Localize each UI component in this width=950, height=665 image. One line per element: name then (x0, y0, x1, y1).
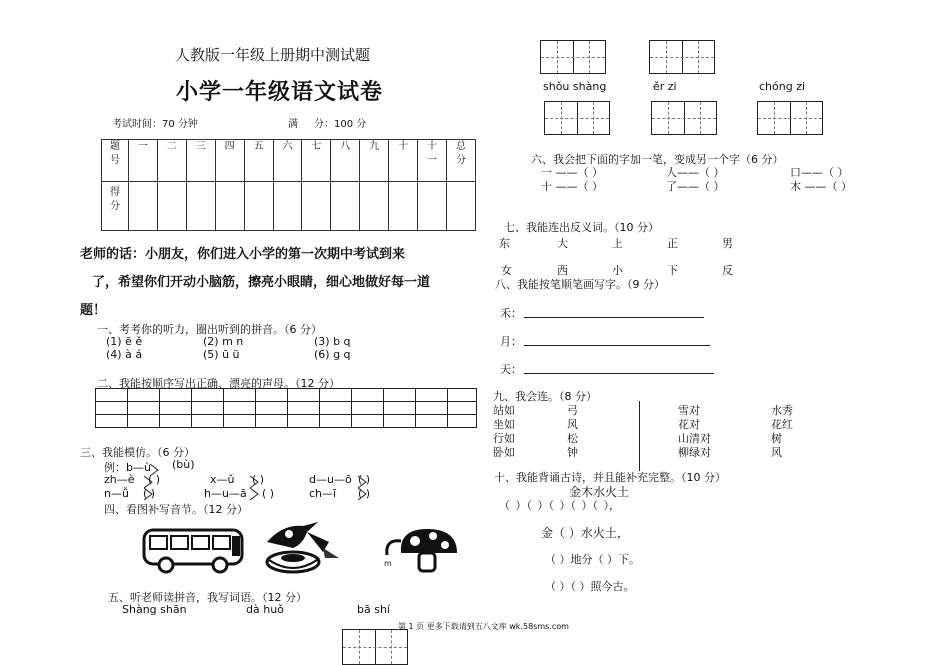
score-cell[interactable] (446, 182, 475, 231)
q3-blank[interactable]: ( ) (262, 487, 275, 500)
q3-title: 三、我能模仿。（6 分） (80, 446, 195, 459)
q6-item[interactable]: 人——（ ） (666, 166, 725, 179)
q10-line: 金木水火土 (569, 485, 630, 499)
q8-char: 天： (500, 363, 522, 376)
q9-word[interactable]: 树 (771, 432, 782, 445)
q5-pinyin: bā shí (357, 603, 390, 616)
q6-item[interactable]: 木 ——（ ） (790, 180, 852, 193)
score-cell[interactable] (186, 182, 215, 231)
q6-item[interactable]: 十 ——（ ） (541, 180, 603, 193)
col-header: 总 分 (446, 140, 475, 182)
score-table (101, 139, 476, 231)
top-pinyin: ěr zi (653, 80, 677, 93)
q9-word[interactable]: 柳绿对 (678, 446, 711, 459)
writing-box[interactable] (649, 40, 715, 74)
col-header: 五 (244, 140, 273, 182)
q1-item: (6) g q (314, 348, 351, 361)
score-cell[interactable] (273, 182, 302, 231)
bus-picture (140, 526, 248, 574)
col-header: 四 (215, 140, 244, 182)
q9-word[interactable]: 风 (567, 418, 578, 431)
q7-word[interactable]: 正 (667, 237, 678, 250)
q10-line[interactable]: 金（ ）水火土， (541, 526, 629, 540)
q3-item: d—u—ō (309, 473, 352, 486)
col-header: 一 (129, 140, 158, 182)
q9-word[interactable]: 钟 (567, 446, 578, 459)
q7-word[interactable]: 下 (667, 264, 678, 277)
score-cell[interactable] (157, 182, 186, 231)
q7-word[interactable]: 上 (612, 237, 623, 250)
q5-title: 五、听老师读拼音，我写词语。（12 分） (108, 591, 307, 604)
col-header: 七 (302, 140, 331, 182)
top-pinyin: shǒu shàng (543, 80, 607, 93)
col-header: 十 (389, 140, 418, 182)
row-label-question: 题 号 (102, 140, 129, 182)
q9-word[interactable]: 水秀 (771, 404, 793, 417)
q10-line[interactable]: （ ）地分（ ）下。 (545, 553, 640, 566)
q9-word[interactable]: 雪对 (678, 404, 700, 417)
score-cell[interactable] (331, 182, 360, 231)
q9-word[interactable]: 站如 (493, 404, 515, 417)
q3-item: h—u—ā (204, 487, 247, 500)
q3-item: x—ǔ (210, 473, 235, 486)
score-cell[interactable] (418, 182, 447, 231)
q6-title: 六、我会把下面的字加一笔，变成另一个字（6 分） (531, 153, 784, 166)
writing-box[interactable] (540, 40, 606, 74)
q10-title: 十、我能背诵古诗，并且能补充完整。（10 分） (494, 471, 726, 484)
connector-arrows (140, 462, 410, 502)
q3-blank[interactable]: ( ) (143, 487, 156, 500)
q4-title: 四、看图补写音节。（12 分） (104, 503, 248, 516)
q3-item: zh—è (104, 473, 135, 486)
q9-title: 九、我会连。（8 分） (493, 390, 597, 403)
q9-word[interactable]: 弓 (567, 404, 578, 417)
bird-picture (263, 518, 343, 576)
col-header: 九 (360, 140, 389, 182)
q2-writing-lines[interactable] (95, 388, 477, 428)
q9-word[interactable]: 风 (771, 446, 782, 459)
writing-box[interactable] (342, 629, 408, 665)
top-pinyin: chóng zi (759, 80, 806, 93)
writing-box[interactable] (544, 101, 610, 135)
q8-write-line[interactable] (524, 360, 714, 374)
q1-item: (2) m n (203, 335, 244, 348)
score-cell[interactable] (215, 182, 244, 231)
q3-blank[interactable]: ( ) (358, 487, 371, 500)
q6-item[interactable]: 了——（ ） (666, 180, 725, 193)
q1-item: (1) ē ě (106, 335, 143, 348)
q7-word[interactable]: 大 (557, 237, 568, 250)
writing-box[interactable] (757, 101, 823, 135)
q1-item: (5) ū ü (203, 348, 240, 361)
q3-example: 例：b—ù (104, 461, 151, 474)
q3-blank[interactable]: ( ) (358, 473, 371, 486)
col-header: 三 (186, 140, 215, 182)
q3-blank[interactable]: ( ) (148, 473, 161, 486)
full-score-value: 分：100 分 (314, 119, 367, 130)
q1-item: (4) à á (106, 348, 143, 361)
q8-char: 禾： (500, 307, 522, 320)
q8-write-line[interactable] (524, 332, 710, 346)
q7-word[interactable]: 西 (557, 264, 568, 277)
score-cell[interactable] (360, 182, 389, 231)
mushroom-picture (385, 527, 461, 573)
q10-line[interactable]: （ ）（ ）照今古。 (545, 580, 635, 593)
q5-pinyin: dà huǒ (246, 603, 284, 616)
q9-word[interactable]: 山清对 (678, 432, 711, 445)
col-header: 六 (273, 140, 302, 182)
q9-word[interactable]: 花对 (678, 418, 700, 431)
q9-word[interactable]: 卧如 (493, 446, 515, 459)
q3-item: n—ǚ (104, 487, 129, 500)
page-footer: 第 1 页 更多下载请到五八文库 wk.58sms.com (398, 622, 569, 631)
exam-title: 小学一年级语文试卷 (176, 80, 384, 105)
q7-title: 七、我能连出反义词。（10 分） (504, 221, 659, 234)
q8-write-line[interactable] (524, 304, 704, 318)
q10-line[interactable]: （ ）（ ）（ ）（ ）（ ）， (499, 499, 620, 512)
q8-char: 月： (500, 335, 522, 348)
q6-item[interactable]: 口——（ ） (790, 166, 849, 179)
exam-subtitle: 人教版一年级上册期中测试题 (175, 46, 371, 64)
col-header: 十 一 (418, 140, 447, 182)
score-cell[interactable] (244, 182, 273, 231)
row-label-score: 得 分 (102, 182, 129, 231)
q9-word[interactable]: 花红 (771, 418, 793, 431)
score-cell[interactable] (302, 182, 331, 231)
writing-box[interactable] (651, 101, 717, 135)
q3-item: ch—ī (309, 487, 337, 500)
col-header: 二 (157, 140, 186, 182)
q4-fragment: m (384, 559, 392, 568)
q5-pinyin: Shàng shān (122, 603, 187, 616)
intro-line-2: 了，希望你们开动小脑筋，擦亮小眼睛，细心地做好每一道 (92, 275, 431, 290)
q9-word[interactable]: 行如 (493, 432, 515, 445)
q7-word[interactable]: 反 (722, 264, 733, 277)
intro-line-3: 题！ (80, 303, 107, 318)
score-cell[interactable] (129, 182, 158, 231)
q9-divider (639, 401, 640, 471)
exam-time: 考试时间：70 分钟 (112, 119, 198, 130)
q3-example-answer: (bù) (172, 458, 195, 471)
q3-blank[interactable]: ( ) (252, 473, 265, 486)
q7-word[interactable]: 男 (722, 237, 733, 250)
q8-title: 八、我能按笔顺笔画写字。（9 分） (495, 278, 665, 291)
q7-word[interactable]: 东 (499, 237, 510, 250)
q1-item: (3) b q (314, 335, 351, 348)
col-header: 八 (331, 140, 360, 182)
q2-title: 二、我能按顺序写出正确、漂亮的声母。（12 分） (97, 377, 340, 390)
q7-word[interactable]: 小 (612, 264, 623, 277)
q7-word[interactable]: 女 (501, 264, 512, 277)
score-cell[interactable] (389, 182, 418, 231)
q6-item[interactable]: 一 ——（ ） (541, 166, 603, 179)
full-score-label: 满 (288, 119, 298, 130)
q1-title: 一、考考你的听力，圈出听到的拼音。（6 分） (97, 323, 322, 336)
intro-line-1: 老师的话：小朋友，你们进入小学的第一次期中考试到来 (80, 247, 406, 262)
q9-word[interactable]: 坐如 (493, 418, 515, 431)
q9-word[interactable]: 松 (567, 432, 578, 445)
